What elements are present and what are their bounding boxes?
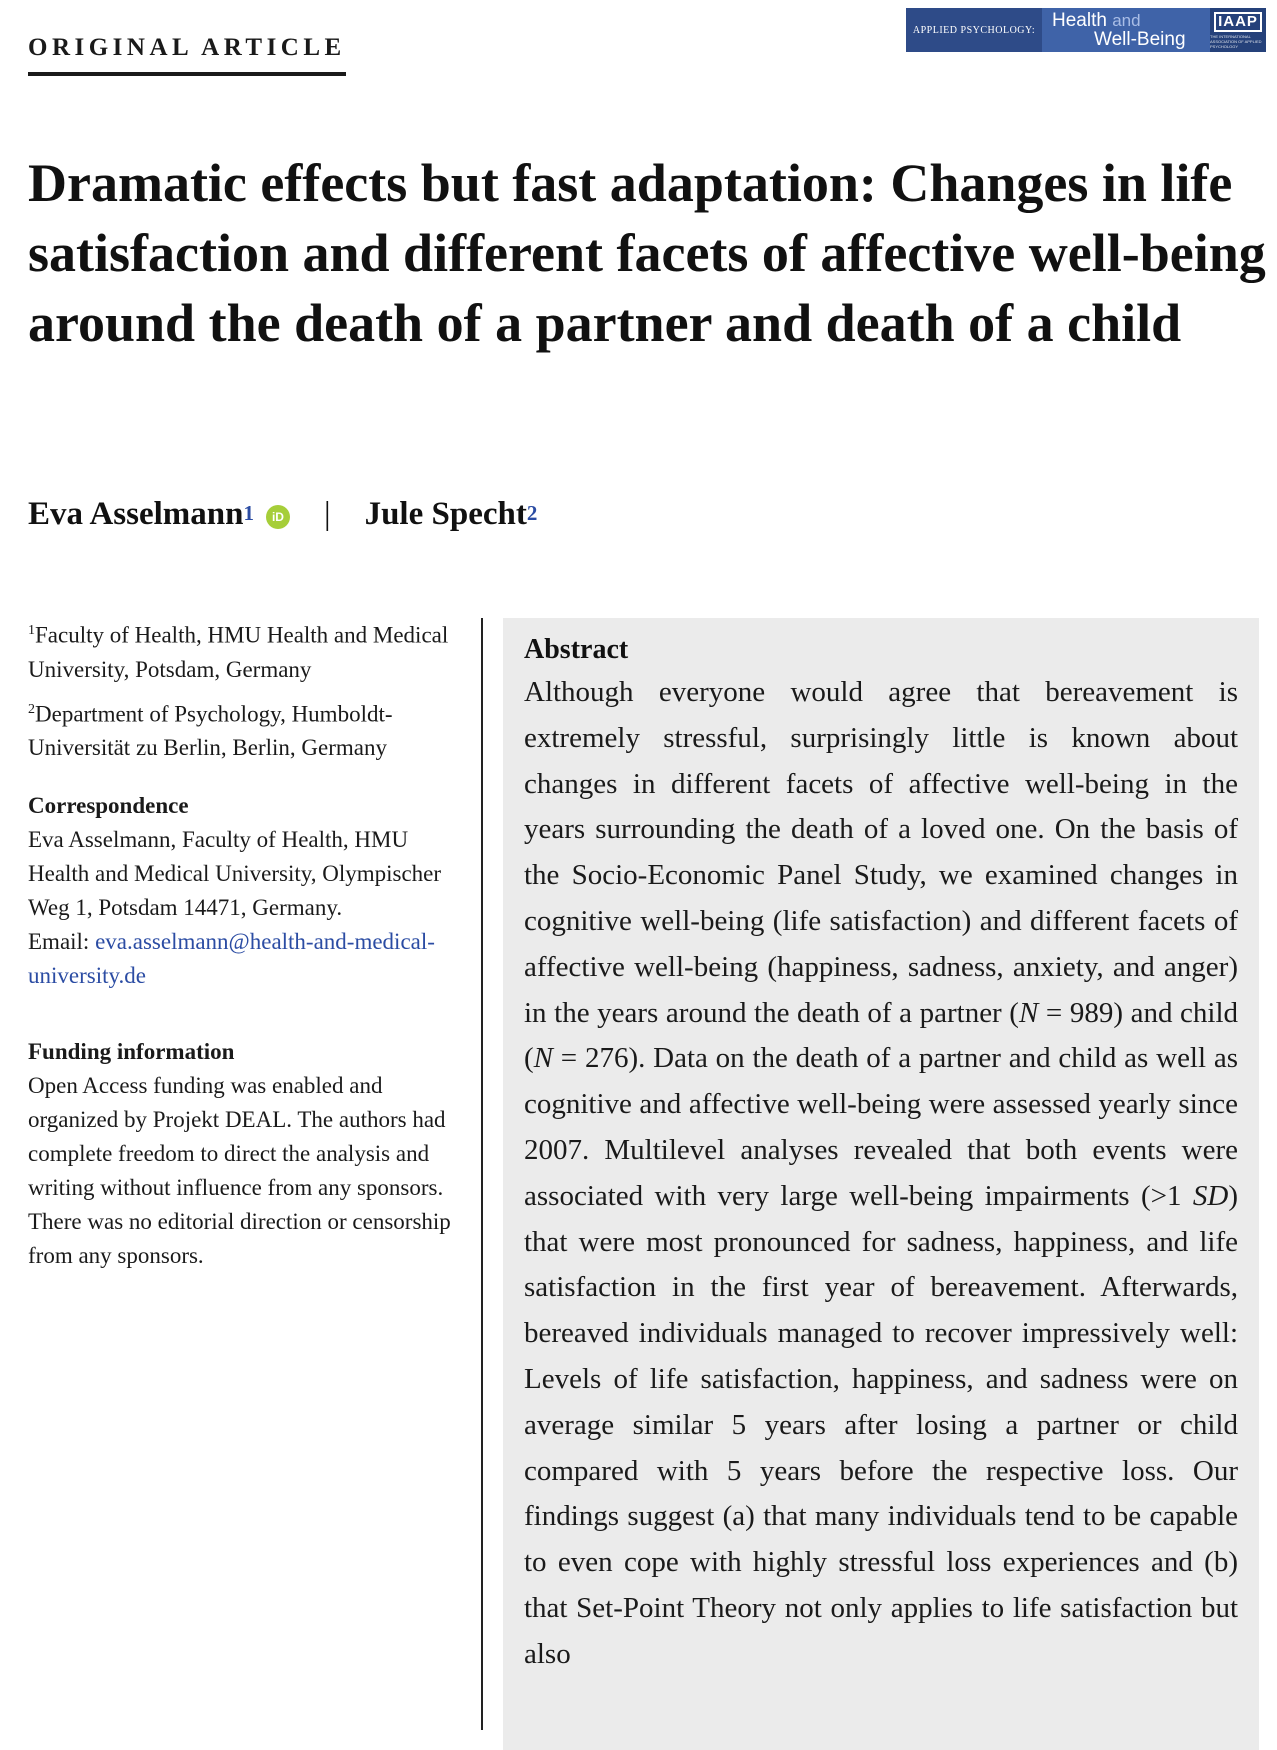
journal-logo-title-part2: Well-Being [1094, 29, 1186, 50]
journal-logo [906, 8, 1266, 52]
journal-logo-publisher-series: APPLIED PSYCHOLOGY: [906, 8, 1042, 52]
affiliation-text: Faculty of Health, HMU Health and Medical University, Potsdam, Germany [28, 622, 449, 682]
correspondence-section [28, 789, 468, 993]
abstract-text [524, 670, 1238, 1678]
article-type-label: ORIGINAL ARTICLE [28, 34, 346, 76]
abstract-text-part: Although everyone would agree that bereavement is extremely stressful, surprisingly little is known about changes in different facets of affective well-being in the years surrounding the death of a loved one. On the basis of the Socio-Economic Panel Study, we examined changes in cognitive well-being (life satisfaction) and different facets of affective well-being (happiness, sadness, anxiety, and anger) in the years around the death of a partner ( [524, 676, 1238, 1029]
affiliation-mark: 1 [243, 501, 254, 525]
email-link[interactable]: eva.asselmann@health-and-medical-university.de [28, 929, 435, 989]
journal-logo-title-part1: Health [1052, 10, 1107, 31]
affiliation-text: Department of Psychology, Humboldt-Universität zu Berlin, Berlin, Germany [28, 701, 393, 761]
affiliation [28, 693, 468, 766]
abstract-text-part: = 276). Data on the death of a partner and child as well as cognitive and affective well-being were assessed yearly since 2007. Multilevel analyses revealed that both events were associated with very large well-being impairments (>1 [524, 1042, 1238, 1212]
iaap-mark: IAAP [1214, 12, 1262, 32]
affiliation [28, 614, 468, 687]
sample-size-symbol: N [1018, 996, 1039, 1029]
funding-text: Open Access funding was enabled and organized by Projekt DEAL. The authors had complete freedom to direct the analysis and writing without influence from any sponsors. There was no editorial direction or censorship from any sponsors. [28, 1073, 451, 1269]
abstract-box [503, 618, 1259, 1750]
author-name: Jule Specht [364, 496, 527, 532]
abstract-text-part: = 989) and child ( [524, 996, 1239, 1075]
column-divider [481, 618, 483, 1730]
funding-section [28, 1035, 468, 1273]
article-info-column [28, 614, 468, 1273]
orcid-icon[interactable]: iD [266, 505, 290, 529]
sample-size-symbol: N [533, 1042, 554, 1075]
correspondence-email [28, 925, 468, 993]
article-title: Dramatic effects but fast adaptation: Changes in life satisfaction and different facets of affective well-being around the death of a partner and death of a child [28, 153, 1266, 353]
correspondence-address: Eva Asselmann, Faculty of Health, HMU Health and Medical University, Olympischer Weg 1, Potsdam 14471, Germany. [28, 827, 442, 921]
author-separator: | [323, 496, 331, 532]
abstract-text-part: ) that were most pronounced for sadness, happiness, and life satisfaction in the first year of bereavement. Afterwards, bereaved individuals managed to recover impressively well: Levels of life satisfaction, happiness, and sadness were on average similar 5 years after losing a partner or child compared with 5 years before the respective loss. Our findings suggest (a) that many individuals tend to be capable to even cope with highly stressful loss experiences and (b) that Set-Point Theory not only applies to life satisfaction but also [524, 1179, 1238, 1670]
affiliation-mark: 1 [28, 623, 35, 638]
author-list [28, 496, 537, 533]
abstract-heading: Abstract [524, 634, 629, 665]
author-name: Eva Asselmann [28, 496, 244, 532]
iaap-tagline: THE INTERNATIONAL ASSOCIATION OF APPLIED PSYCHOLOGY [1210, 33, 1262, 49]
email-label: Email: [28, 929, 96, 955]
journal-logo-title [1042, 8, 1210, 52]
funding-heading: Funding information [28, 1039, 235, 1065]
affiliation-mark: 2 [28, 701, 35, 717]
correspondence-heading: Correspondence [28, 793, 189, 819]
sd-symbol: SD [1192, 1179, 1229, 1212]
iaap-logo-icon [1210, 8, 1266, 52]
affiliation-mark: 2 [526, 501, 538, 525]
journal-logo-title-and: and [1112, 11, 1141, 30]
